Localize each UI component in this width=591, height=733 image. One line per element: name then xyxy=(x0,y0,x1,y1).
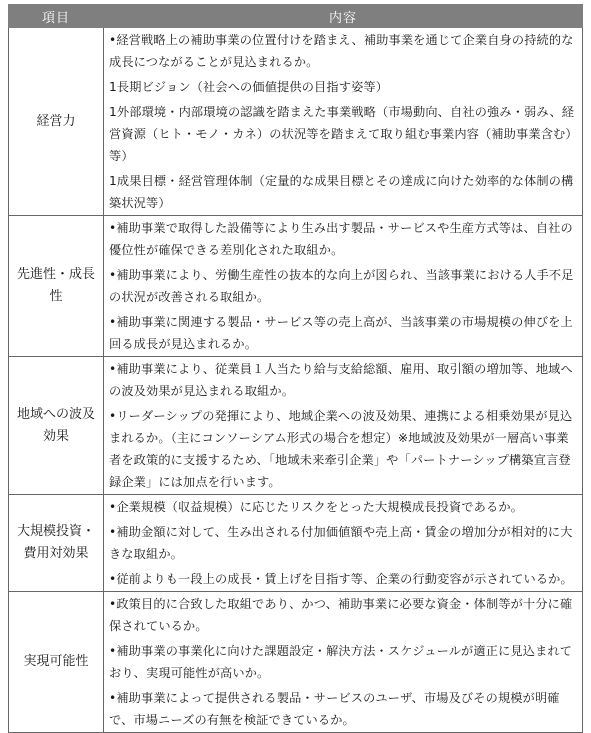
table-header-row xyxy=(9,5,583,28)
row-category: 経営力 xyxy=(9,28,104,216)
content-line: 1外部環境・内部環境の認識を踏まえた事業戦略（市場動向、自社の強み・弱み、経営資源（ヒト・モノ・カネ）の状況等を踏まえて取り組む事業内容（補助事業含む）等） xyxy=(109,105,575,163)
row-content xyxy=(104,28,583,216)
row-content xyxy=(104,216,583,357)
content-line: 1長期ビジョン（社会への価値提供の目指す姿等） xyxy=(109,80,389,94)
table-row xyxy=(9,28,583,216)
row-category: 大規模投資・費用対効果 xyxy=(9,495,104,592)
table-row xyxy=(9,216,583,357)
content-line: •補助金額に対して、生み出される付加価値額や売上高・賃金の増加分が相対的に大きな取組か。 xyxy=(109,525,573,561)
row-content xyxy=(104,592,583,733)
content-line: •補助事業で取得した設備等により生み出す製品・サービスや生産方式等は、自社の優位性が確保できる差別化された取組か。 xyxy=(109,221,573,257)
content-line: •政策目的に合致した取組であり、かつ、補助事業に必要な資金・体制等が十分に確保されているか。 xyxy=(109,597,573,633)
table-row xyxy=(9,357,583,495)
evaluation-criteria-table xyxy=(8,4,583,733)
row-category: 地域への波及効果 xyxy=(9,357,104,495)
header-content: 内容 xyxy=(104,5,583,28)
row-content xyxy=(104,357,583,495)
content-line: •経営戦略上の補助事業の位置付けを踏まえ、補助事業を通じて企業自身の持続的な成長につながることが見込まれるか。 xyxy=(109,33,574,69)
content-line: •補助事業により、従業員１人当たり給与支給総額、雇用、取引額の増加等、地域への波及効果が見込まれる取組か。 xyxy=(109,362,573,398)
evaluation-criteria-table-wrapper xyxy=(8,4,582,733)
row-category: 実現可能性 xyxy=(9,592,104,733)
content-line: 1成果目標・経営管理体制（定量的な成果目標とその達成に向けた効率的な体制の構築状況等） xyxy=(109,174,574,210)
table-row xyxy=(9,495,583,592)
header-item: 項目 xyxy=(9,5,104,28)
content-line: •補助事業の事業化に向けた課題設定・解決方法・スケジュールが適正に見込まれており、実現可能性が高いか。 xyxy=(109,644,573,680)
content-line: •補助事業によって提供される製品・サービスのユーザ、市場及びその規模が明確で、市場ニーズの有無を検証できているか。 xyxy=(109,691,560,727)
content-line: •補助事業により、労働生産性の抜本的な向上が図られ、当該事業における人手不足の状況が改善される取組か。 xyxy=(109,268,574,304)
content-line: •リーダーシップの発揮により、地域企業への波及効果、連携による相乗効果が見込まれるか。（主にコンソーシアム形式の場合を想定）※地域波及効果が一層高い事業者を政策的に支援するため、「地域未来牽引企業」や「パートナーシップ構築宣言登録企業」には加点を行います。 xyxy=(109,409,573,489)
content-line: •補助事業に関連する製品・サービス等の売上高が、当該事業の市場規模の伸びを上回る成長が見込まれるか。 xyxy=(109,315,573,351)
content-line: •企業規模（収益規模）に応じたリスクをとった大規模成長投資であるか。 xyxy=(109,500,523,514)
table-row xyxy=(9,592,583,733)
content-line: •従前よりも一段上の成長・賃上げを目指す等、企業の行動変容が示されているか。 xyxy=(109,572,573,586)
row-category: 先進性・成長性 xyxy=(9,216,104,357)
row-content xyxy=(104,495,583,592)
